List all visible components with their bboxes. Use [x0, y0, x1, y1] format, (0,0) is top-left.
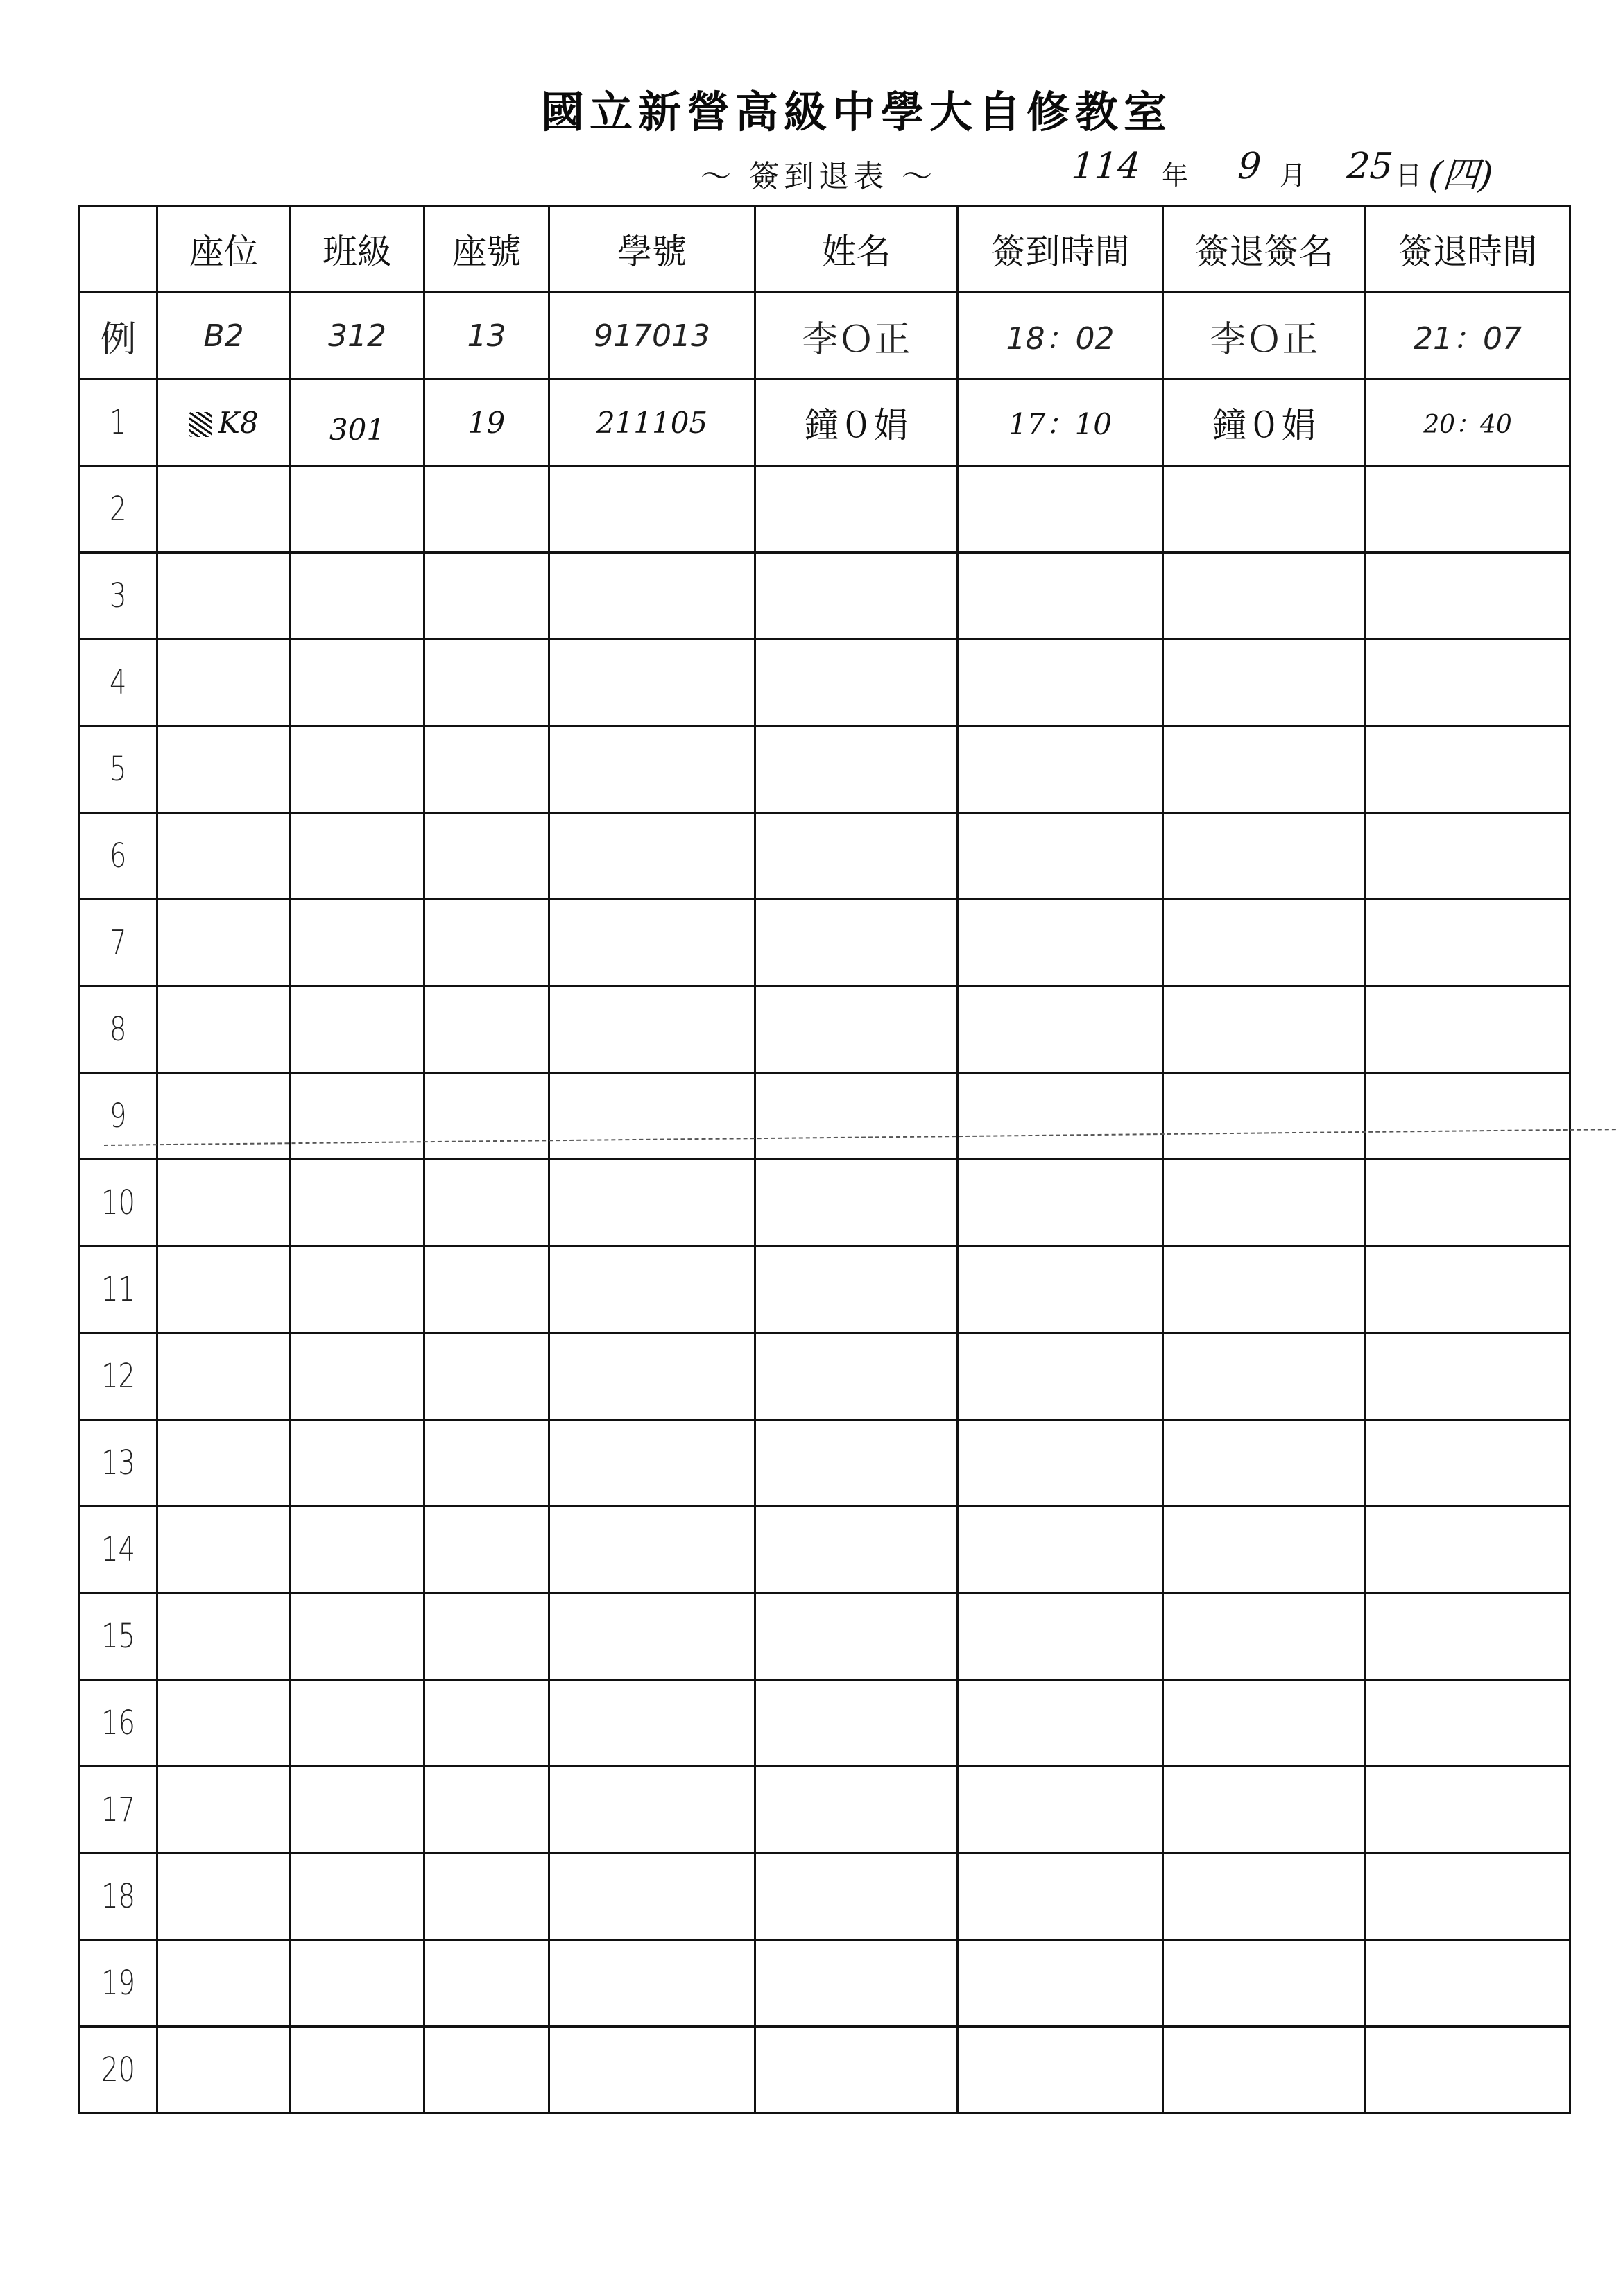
sign-out-time-cell[interactable]	[1366, 1680, 1570, 1767]
sign-out-signature-cell[interactable]	[1163, 466, 1366, 553]
table-row	[80, 1246, 1570, 1333]
example-sign-out-time: 21：07	[1414, 321, 1522, 357]
seat-no-cell[interactable]	[424, 1940, 549, 2027]
sign-out-time-cell[interactable]	[1366, 466, 1570, 553]
table-row	[80, 1680, 1570, 1767]
col-header-sign-in-time: 簽到時間	[958, 206, 1163, 293]
table-row	[80, 1767, 1570, 1853]
col-header-seat-no: 座號	[424, 206, 549, 293]
name-cell[interactable]	[755, 1333, 958, 1420]
sign-in-time-cell[interactable]	[958, 1420, 1163, 1507]
name-cell[interactable]	[755, 2027, 958, 2114]
seat-cell[interactable]	[157, 726, 291, 813]
student-id-cell[interactable]	[549, 1507, 755, 1593]
sign-out-signature-cell[interactable]	[1163, 553, 1366, 640]
date-month-unit: 月	[1280, 160, 1307, 191]
class-cell[interactable]	[291, 1246, 424, 1333]
sign-out-time-cell[interactable]	[1366, 1940, 1570, 2027]
table-row	[80, 1940, 1570, 2027]
date-weekday: (四)	[1427, 155, 1495, 196]
sign-out-time-cell[interactable]	[1366, 900, 1570, 986]
sign-in-time-cell[interactable]	[958, 2027, 1163, 2114]
seat-no-cell[interactable]	[424, 1680, 549, 1767]
row-number: 18	[101, 1877, 135, 1916]
seat-cell[interactable]	[157, 1246, 291, 1333]
seat-cell[interactable]	[157, 1940, 291, 2027]
date-month: 9	[1236, 146, 1263, 187]
col-header-name: 姓名	[755, 206, 958, 293]
example-row	[80, 293, 1570, 379]
col-header-seat: 座位	[157, 206, 291, 293]
sign-out-time-cell[interactable]	[1366, 553, 1570, 640]
row-number: 19	[101, 1964, 135, 2003]
seat-no-cell[interactable]	[424, 986, 549, 1073]
name-cell[interactable]	[755, 986, 958, 1073]
table-row	[80, 1593, 1570, 1680]
seat-no-cell[interactable]	[424, 1853, 549, 1940]
name-cell[interactable]	[755, 1246, 958, 1333]
row-number: 20	[101, 2050, 135, 2089]
seat-no-cell[interactable]	[424, 1160, 549, 1246]
student-id-cell[interactable]	[549, 1333, 755, 1420]
page-title: 國立新營高級中學大自修教室	[541, 87, 1173, 137]
row-number: 16	[101, 1704, 135, 1742]
seat-cell[interactable]	[157, 986, 291, 1073]
seat-no-cell[interactable]	[424, 1246, 549, 1333]
row-number: 11	[101, 1270, 135, 1309]
sign-out-signature-cell[interactable]	[1163, 1333, 1366, 1420]
class-cell[interactable]	[291, 1507, 424, 1593]
sign-in-out-table	[78, 205, 1571, 2114]
seat-no-cell[interactable]	[424, 813, 549, 900]
table-row	[80, 553, 1570, 640]
sign-out-signature-cell[interactable]	[1163, 1940, 1366, 2027]
sign-out-signature-cell[interactable]	[1163, 1507, 1366, 1593]
name-cell[interactable]	[755, 1420, 958, 1507]
table-row	[80, 640, 1570, 726]
student-id-cell[interactable]	[549, 986, 755, 1073]
student-id-cell[interactable]	[549, 1940, 755, 2027]
sign-in-time-cell[interactable]	[958, 640, 1163, 726]
sign-in-time-cell[interactable]	[958, 1333, 1163, 1420]
example-sign-out-signature: 李Ｏ正	[1210, 318, 1319, 361]
class-cell[interactable]	[291, 986, 424, 1073]
student-id-cell[interactable]	[549, 2027, 755, 2114]
student-id-cell[interactable]	[549, 1853, 755, 1940]
name-cell[interactable]	[755, 1767, 958, 1853]
row-number: 9	[110, 1097, 127, 1136]
sign-out-signature-cell[interactable]	[1163, 726, 1366, 813]
row-number: 5	[110, 750, 127, 789]
sign-out-time-cell[interactable]	[1366, 1420, 1570, 1507]
class-cell[interactable]	[291, 1333, 424, 1420]
sign-out-signature-cell[interactable]	[1163, 2027, 1366, 2114]
form-subtitle: ～ 簽到退表 ～	[701, 159, 936, 194]
student-id-cell[interactable]	[549, 900, 755, 986]
seat-no-cell[interactable]	[424, 1593, 549, 1680]
seat-cell[interactable]	[157, 640, 291, 726]
row-number: 14	[101, 1530, 135, 1569]
name-cell[interactable]	[755, 813, 958, 900]
col-header-sign-out-signature: 簽退簽名	[1163, 206, 1366, 293]
seat-no-cell[interactable]	[424, 1073, 549, 1160]
seat-no-cell[interactable]	[424, 1333, 549, 1420]
student-id-cell[interactable]	[549, 466, 755, 553]
row-number: 7	[110, 923, 127, 962]
student-id-cell[interactable]	[549, 1160, 755, 1246]
sign-in-time-cell[interactable]	[958, 1853, 1163, 1940]
student-id-cell[interactable]	[549, 553, 755, 640]
name-cell[interactable]	[755, 1940, 958, 2027]
sign-in-time-cell[interactable]	[958, 553, 1163, 640]
name-cell[interactable]	[755, 900, 958, 986]
row-number: 10	[101, 1183, 135, 1222]
class-cell[interactable]	[291, 1160, 424, 1246]
class-cell[interactable]	[291, 900, 424, 986]
table-row	[80, 813, 1570, 900]
class-cell[interactable]	[291, 1940, 424, 2027]
seat-cell[interactable]	[157, 900, 291, 986]
seat-cell[interactable]	[157, 2027, 291, 2114]
seat-cell: K8	[218, 405, 259, 440]
row-number: 8	[110, 1010, 127, 1049]
sign-in-time-cell[interactable]	[958, 726, 1163, 813]
seat-no-cell[interactable]	[424, 1767, 549, 1853]
name-cell[interactable]	[755, 1853, 958, 1940]
name-cell: 鐘０娟	[804, 405, 909, 445]
sign-out-time-cell[interactable]	[1366, 726, 1570, 813]
table-row	[80, 1420, 1570, 1507]
sign-out-signature-cell[interactable]	[1163, 813, 1366, 900]
sign-out-time-cell[interactable]	[1366, 640, 1570, 726]
sign-out-signature-cell[interactable]	[1163, 1767, 1366, 1853]
name-cell[interactable]	[755, 1680, 958, 1767]
seat-cell[interactable]	[157, 1507, 291, 1593]
class-cell[interactable]	[291, 1853, 424, 1940]
sign-out-time-cell[interactable]	[1366, 986, 1570, 1073]
name-cell[interactable]	[755, 466, 958, 553]
table-row	[80, 1853, 1570, 1940]
class-cell[interactable]	[291, 640, 424, 726]
sign-out-time-cell[interactable]	[1366, 1246, 1570, 1333]
row-number: 2	[110, 490, 127, 529]
seat-cell[interactable]	[157, 1593, 291, 1680]
student-id-cell[interactable]	[549, 640, 755, 726]
sign-in-time-cell[interactable]	[958, 813, 1163, 900]
row-number: 12	[101, 1357, 135, 1396]
row-number: 4	[110, 663, 127, 702]
seat-cell[interactable]	[157, 1160, 291, 1246]
example-seat-no: 13	[467, 318, 506, 354]
col-header-student-id: 學號	[549, 206, 755, 293]
table-row	[80, 1160, 1570, 1246]
sign-out-signature-cell[interactable]	[1163, 1073, 1366, 1160]
sign-out-signature-cell[interactable]	[1163, 1160, 1366, 1246]
seat-no-cell[interactable]	[424, 553, 549, 640]
seat-cell[interactable]	[157, 1767, 291, 1853]
sign-out-signature-cell[interactable]	[1163, 1246, 1366, 1333]
sign-out-signature-cell[interactable]	[1163, 1420, 1366, 1507]
sign-in-time-cell[interactable]	[958, 1767, 1163, 1853]
seat-cell[interactable]	[157, 553, 291, 640]
seat-no-cell[interactable]	[424, 1507, 549, 1593]
table-row	[80, 466, 1570, 553]
sign-in-time-cell[interactable]	[958, 1593, 1163, 1680]
sign-out-time-cell[interactable]	[1366, 1507, 1570, 1593]
row-number: 13	[101, 1443, 135, 1482]
class-cell[interactable]	[291, 1420, 424, 1507]
seat-cell[interactable]	[157, 1420, 291, 1507]
student-id-cell[interactable]	[549, 813, 755, 900]
example-class: 312	[328, 318, 386, 354]
seat-no-cell[interactable]	[424, 726, 549, 813]
name-cell[interactable]	[755, 1507, 958, 1593]
date-year: 114	[1070, 146, 1142, 187]
seat-cell[interactable]	[157, 1680, 291, 1767]
name-cell[interactable]	[755, 553, 958, 640]
seat-cell[interactable]	[157, 1333, 291, 1420]
student-id-cell[interactable]	[549, 1246, 755, 1333]
table-row	[80, 2027, 1570, 2114]
col-header-class: 班級	[291, 206, 424, 293]
name-cell[interactable]	[755, 726, 958, 813]
sign-in-time-cell[interactable]	[958, 1073, 1163, 1160]
class-cell: 301	[329, 412, 386, 447]
table-row	[80, 900, 1570, 986]
example-student-id: 917013	[594, 318, 710, 354]
col-header-index	[80, 206, 157, 293]
sign-out-signature-cell[interactable]	[1163, 1593, 1366, 1680]
class-cell[interactable]	[291, 726, 424, 813]
class-cell[interactable]	[291, 553, 424, 640]
sign-in-time-cell[interactable]	[958, 1940, 1163, 2027]
table-row	[80, 1507, 1570, 1593]
sign-out-time-cell[interactable]	[1366, 1593, 1570, 1680]
class-cell[interactable]	[291, 813, 424, 900]
table-header-row	[80, 206, 1570, 293]
table-row	[80, 1073, 1570, 1160]
sign-out-time-cell[interactable]	[1366, 1160, 1570, 1246]
class-cell[interactable]	[291, 1680, 424, 1767]
sign-out-time-cell[interactable]	[1366, 813, 1570, 900]
sign-in-time-cell[interactable]	[958, 900, 1163, 986]
student-id-cell[interactable]	[549, 1680, 755, 1767]
col-header-sign-out-time: 簽退時間	[1366, 206, 1570, 293]
name-cell[interactable]	[755, 1593, 958, 1680]
class-cell[interactable]	[291, 2027, 424, 2114]
row-number: 15	[101, 1617, 135, 1656]
seat-no-cell: 19	[467, 405, 506, 440]
sign-out-signature-cell[interactable]	[1163, 900, 1366, 986]
sign-out-signature-cell[interactable]	[1163, 1853, 1366, 1940]
date-day: 25	[1345, 146, 1395, 187]
example-seat: B2	[203, 318, 244, 354]
name-cell[interactable]	[755, 1073, 958, 1160]
seat-cell[interactable]	[157, 1853, 291, 1940]
seat-cell[interactable]	[157, 466, 291, 553]
table-row	[80, 1333, 1570, 1420]
seat-cell[interactable]	[157, 813, 291, 900]
sign-out-time-cell[interactable]	[1366, 1073, 1570, 1160]
sign-out-time-cell[interactable]	[1366, 2027, 1570, 2114]
class-cell[interactable]	[291, 466, 424, 553]
sign-out-signature-cell[interactable]	[1163, 1680, 1366, 1767]
table-row	[80, 986, 1570, 1073]
sign-out-time-cell[interactable]	[1366, 1853, 1570, 1940]
student-id-cell[interactable]	[549, 1767, 755, 1853]
sign-in-time-cell[interactable]	[958, 1246, 1163, 1333]
sign-out-signature-cell[interactable]	[1163, 640, 1366, 726]
sign-in-time-cell[interactable]	[958, 1507, 1163, 1593]
seat-no-cell[interactable]	[424, 640, 549, 726]
class-cell[interactable]	[291, 1593, 424, 1680]
table-row	[80, 379, 1570, 466]
sign-in-time-cell[interactable]	[958, 466, 1163, 553]
class-cell[interactable]	[291, 1073, 424, 1160]
row-number: 17	[101, 1790, 135, 1829]
sign-in-time-cell[interactable]	[958, 1160, 1163, 1246]
name-cell[interactable]	[755, 640, 958, 726]
example-name: 李Ｏ正	[802, 318, 911, 361]
example-sign-in-time: 18：02	[1006, 321, 1115, 357]
date-day-unit: 日	[1396, 160, 1423, 191]
sign-out-time-cell: 20：40	[1423, 410, 1512, 439]
student-id-cell: 211105	[596, 405, 708, 440]
row-number: 6	[110, 837, 127, 875]
seat-cell[interactable]	[157, 1073, 291, 1160]
seat-no-cell[interactable]	[424, 2027, 549, 2114]
sign-out-signature-cell[interactable]	[1163, 986, 1366, 1073]
seat-no-cell[interactable]	[424, 466, 549, 553]
sign-in-time-cell: 17：10	[1008, 407, 1112, 441]
student-id-cell[interactable]	[549, 1420, 755, 1507]
sign-out-time-cell[interactable]	[1366, 1333, 1570, 1420]
student-id-cell[interactable]	[549, 1593, 755, 1680]
sign-out-time-cell[interactable]	[1366, 1767, 1570, 1853]
seat-no-cell[interactable]	[424, 900, 549, 986]
class-cell[interactable]	[291, 1767, 424, 1853]
seat-no-cell[interactable]	[424, 1420, 549, 1507]
sign-in-time-cell[interactable]	[958, 1680, 1163, 1767]
sign-in-time-cell[interactable]	[958, 986, 1163, 1073]
table-row	[80, 726, 1570, 813]
scribble-mark	[189, 412, 212, 437]
row-number: 3	[110, 576, 127, 615]
sign-out-signature-cell: 鐘０娟	[1212, 405, 1316, 445]
student-id-cell[interactable]	[549, 726, 755, 813]
date-year-unit: 年	[1162, 160, 1189, 191]
example-label: 例	[100, 318, 137, 361]
student-id-cell[interactable]	[549, 1073, 755, 1160]
row-number: 1	[110, 403, 127, 442]
name-cell[interactable]	[755, 1160, 958, 1246]
